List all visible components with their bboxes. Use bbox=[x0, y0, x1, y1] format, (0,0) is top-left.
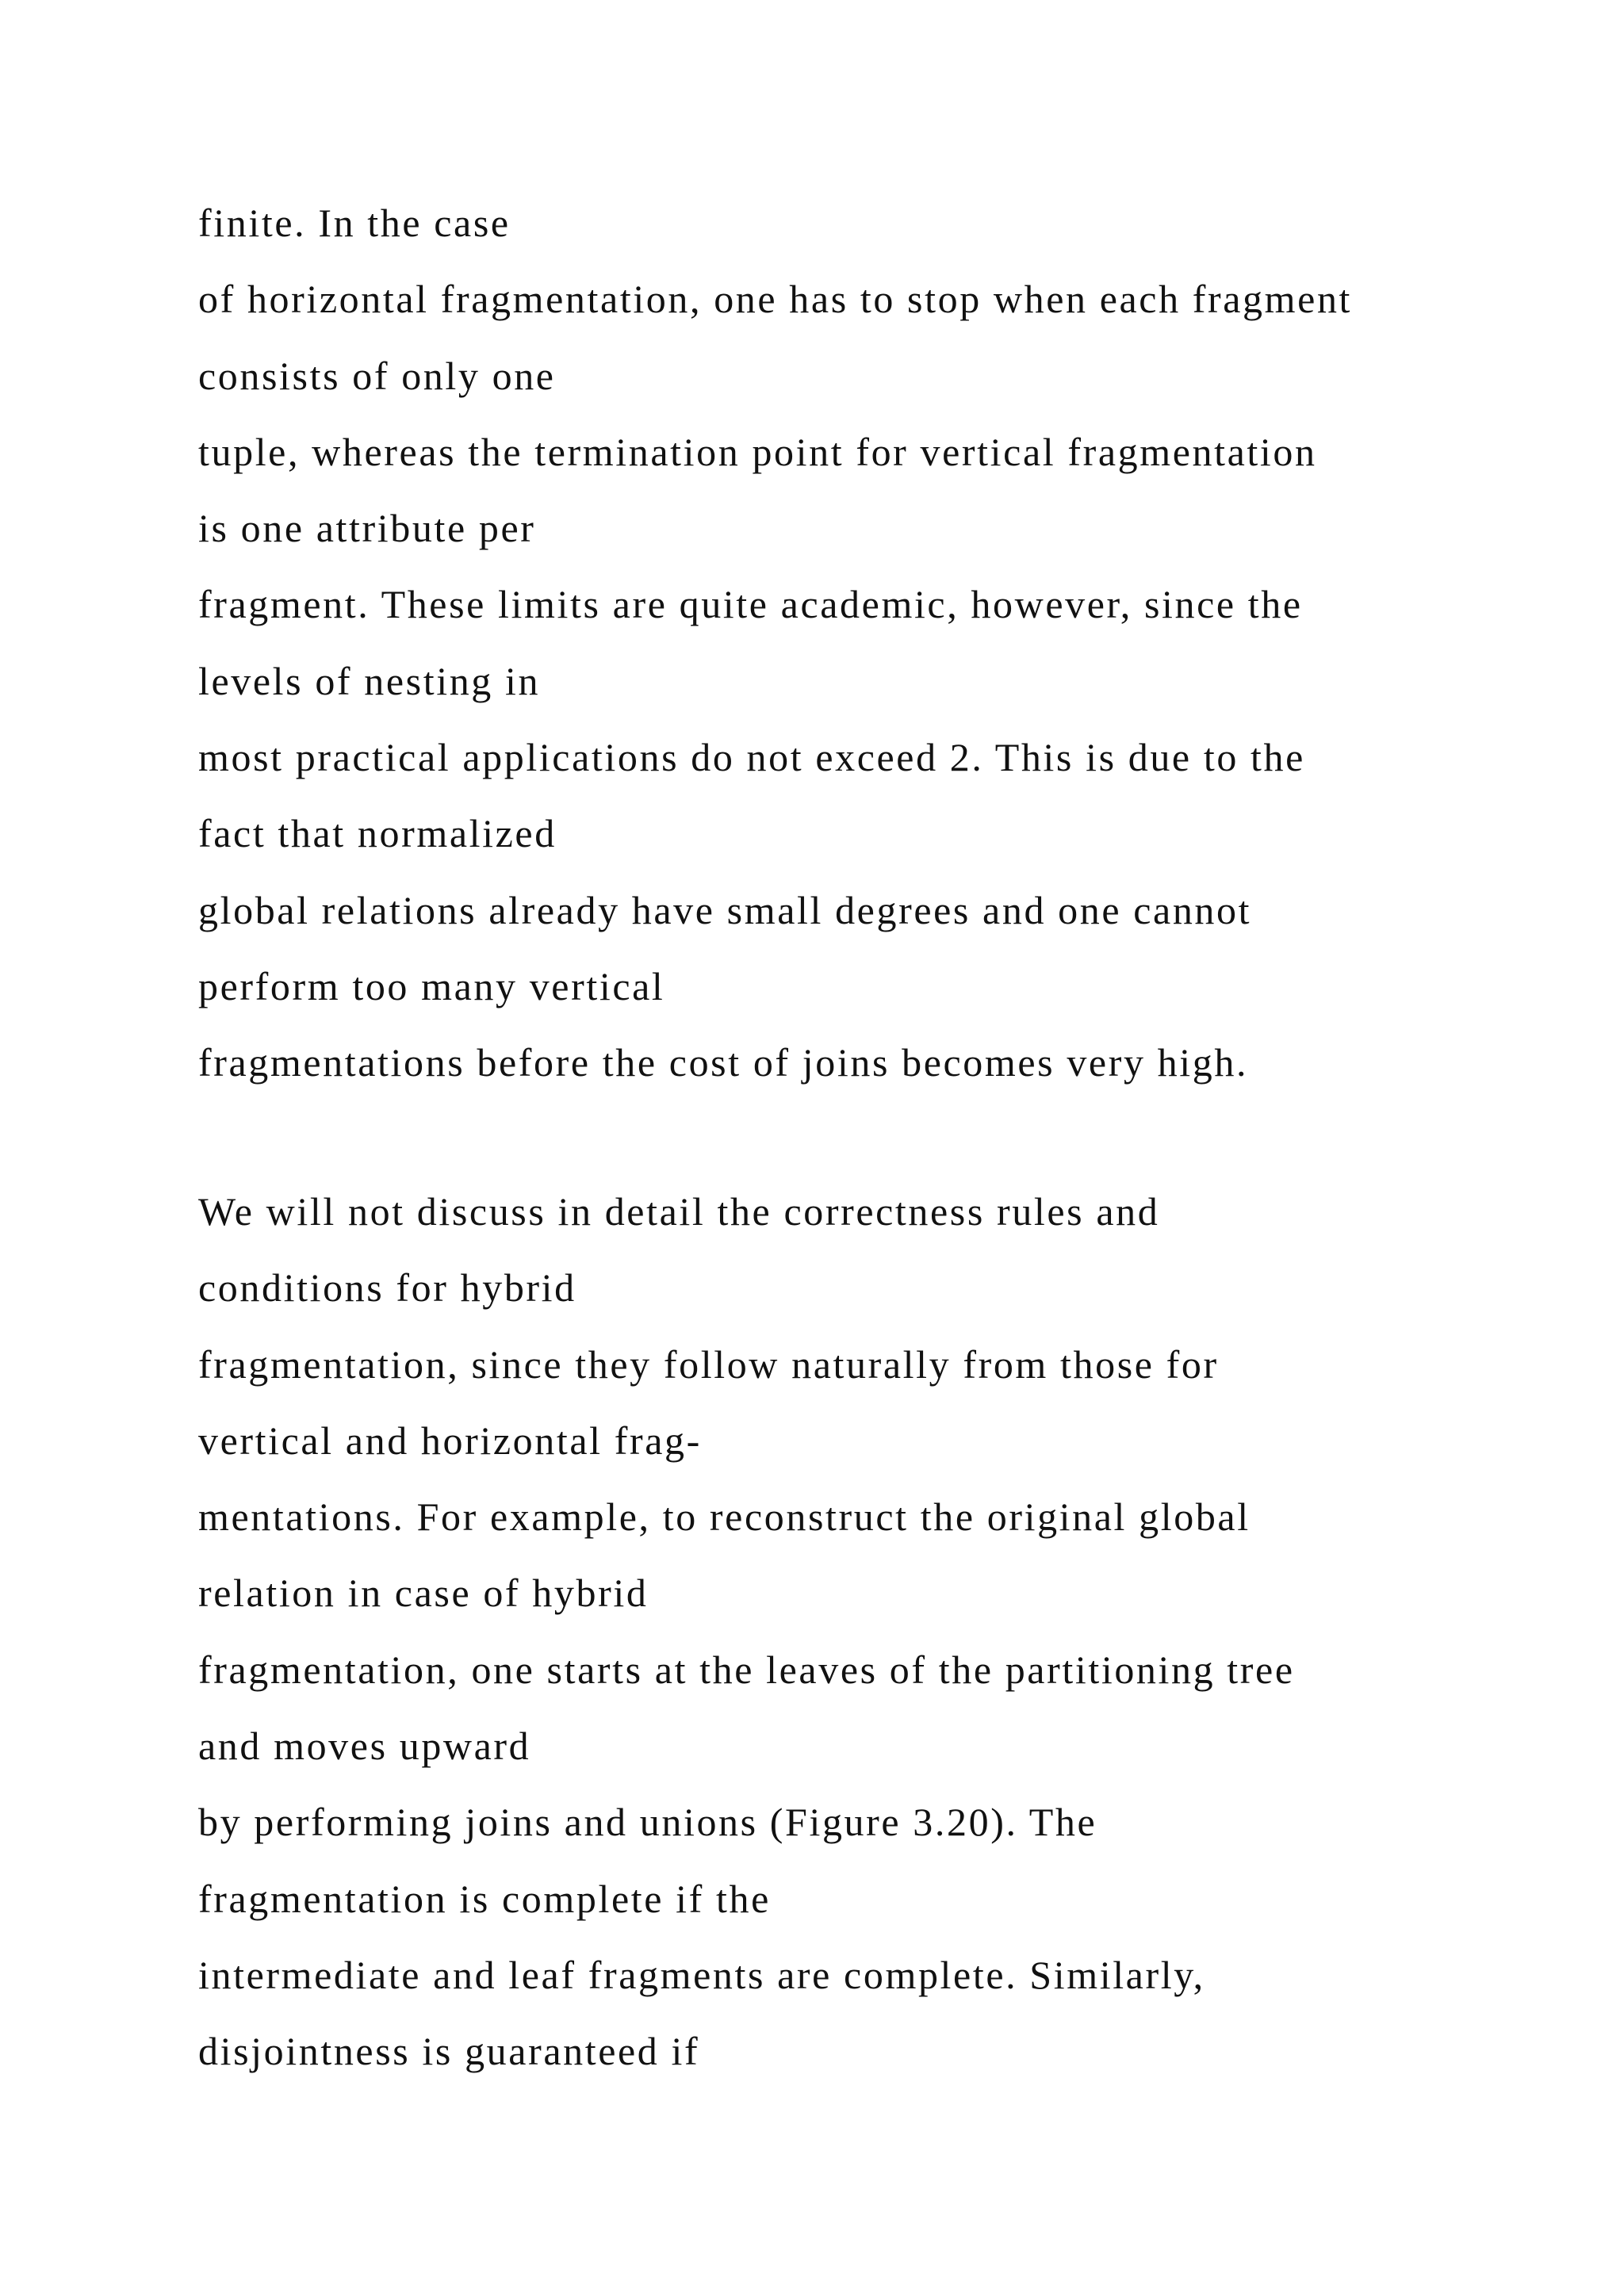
text-line: perform too many vertical bbox=[198, 963, 665, 1008]
text-line: and moves upward bbox=[198, 1724, 531, 1769]
text-line: vertical and horizontal frag- bbox=[198, 1418, 702, 1463]
text-line: We will not discuss in detail the correctness rules and bbox=[198, 1189, 1160, 1234]
text-line: fragmentation is complete if the bbox=[198, 1876, 771, 1921]
text-line: fragment. These limits are quite academic, however, since the bbox=[198, 582, 1303, 627]
text-line: is one attribute per bbox=[198, 506, 536, 551]
text-line: relation in case of hybrid bbox=[198, 1571, 649, 1616]
paragraph-fragmentation-limits bbox=[198, 196, 1546, 1112]
text-line: tuple, whereas the termination point for vertical fragmentation bbox=[198, 429, 1317, 474]
text-line: conditions for hybrid bbox=[198, 1265, 576, 1311]
text-line: most practical applications do not exceed 2. This is due to the bbox=[198, 735, 1305, 780]
text-line: global relations already have small degrees and one cannot bbox=[198, 887, 1252, 932]
text-line: of horizontal fragmentation, one has to stop when each fragment bbox=[198, 277, 1353, 322]
text-line: by performing joins and unions (Figure 3.20). The bbox=[198, 1800, 1097, 1845]
text-line: fragmentation, one starts at the leaves of the partitioning tree bbox=[198, 1647, 1295, 1692]
paragraph-hybrid-fragmentation bbox=[198, 1184, 1546, 2101]
text-line: disjointness is guaranteed if bbox=[198, 2029, 700, 2074]
text-line: fragmentation, since they follow naturally from those for bbox=[198, 1341, 1219, 1387]
text-line: fragmentations before the cost of joins becomes very high. bbox=[198, 1040, 1249, 1085]
text-line: intermediate and leaf fragments are complete. Similarly, bbox=[198, 1952, 1205, 1997]
text-line: finite. In the case bbox=[198, 201, 511, 245]
text-line: fact that normalized bbox=[198, 811, 557, 856]
text-line: consists of only one bbox=[198, 353, 556, 398]
text-line: levels of nesting in bbox=[198, 658, 541, 703]
text-line: mentations. For example, to reconstruct the original global bbox=[198, 1494, 1251, 1540]
